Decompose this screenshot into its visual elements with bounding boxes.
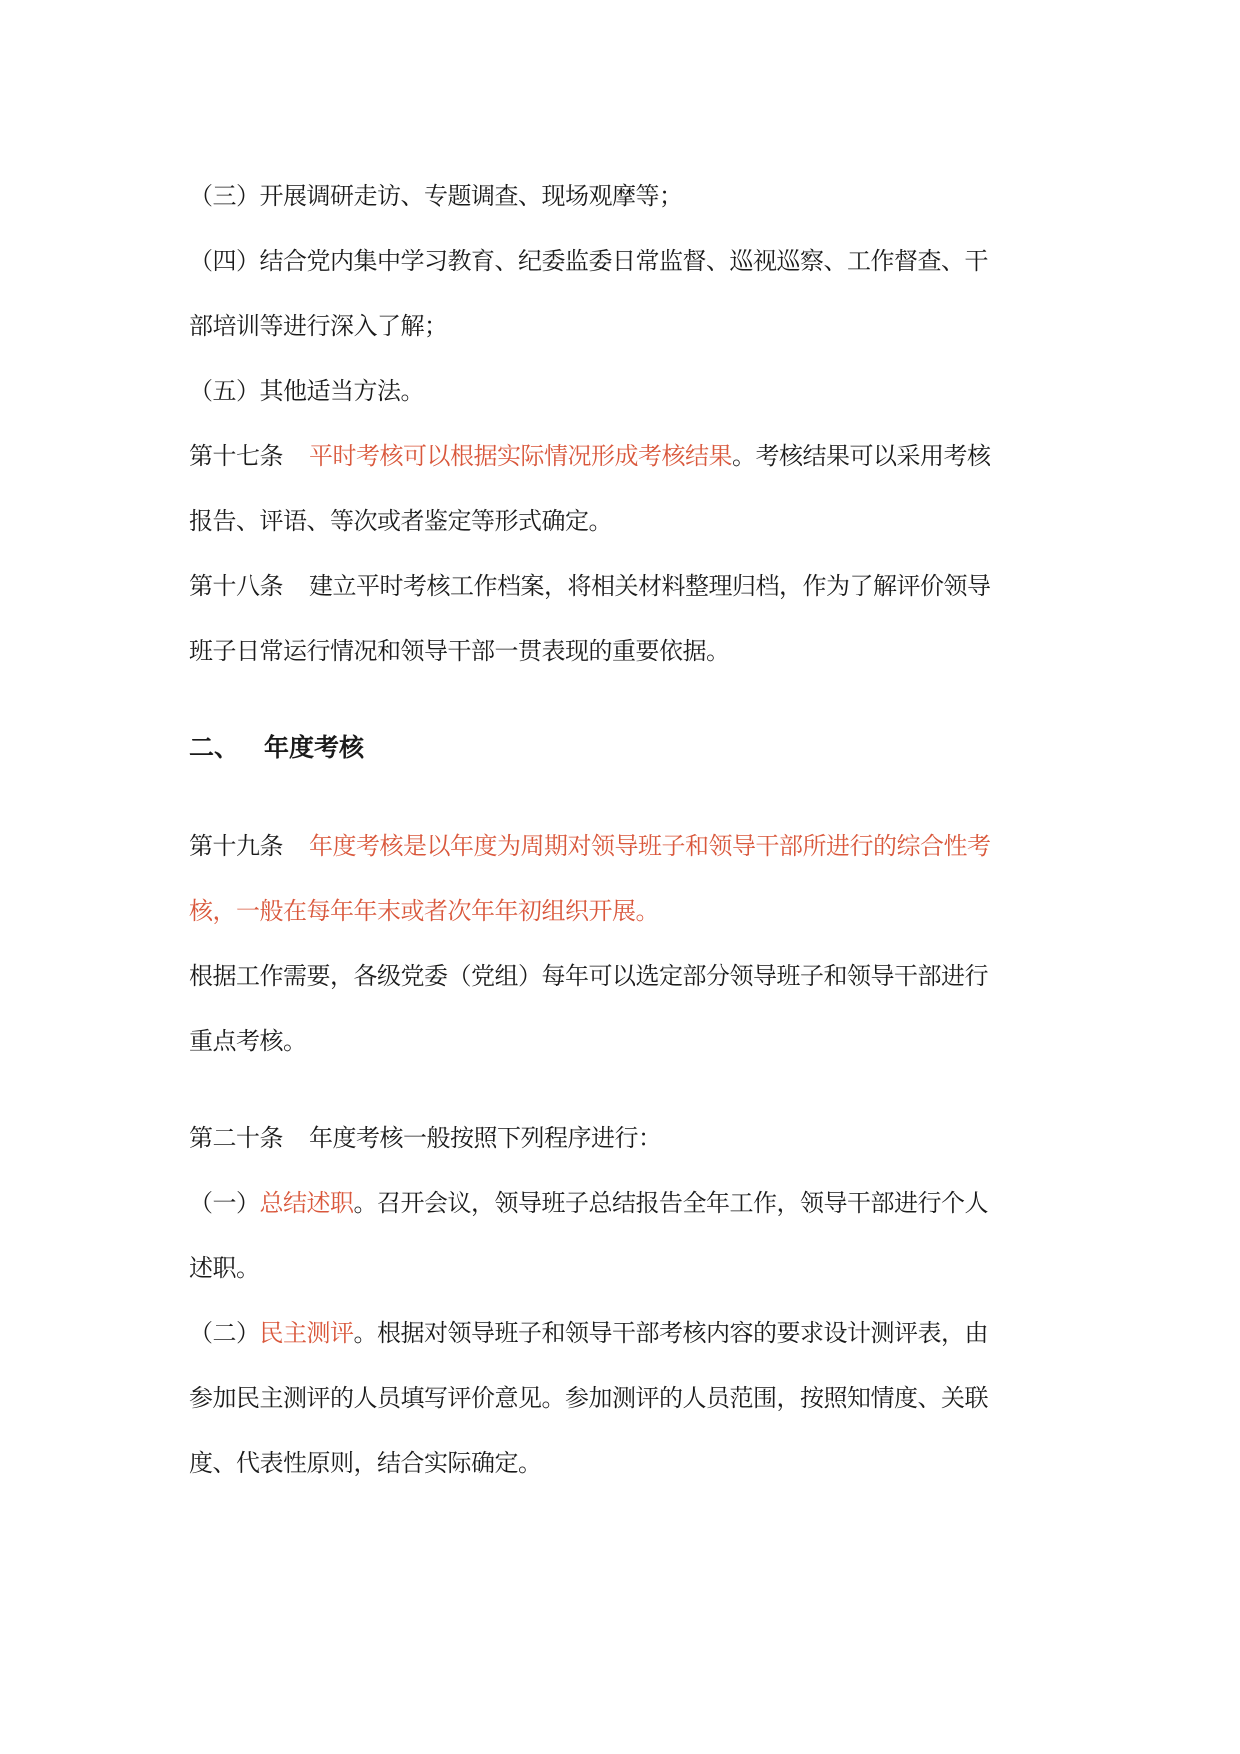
article-19-para-line1: 根据工作需要，各级党委（党组）每年可以选定部分领导班子和领导干部进行 — [189, 962, 988, 990]
step-one-line1 — [189, 1185, 1069, 1221]
article-20-line1 — [189, 1120, 1069, 1156]
item-four-line2: 部培训等进行深入了解； — [189, 312, 448, 340]
article-18-label: 第十八条 — [189, 572, 283, 600]
article-18-line2: 班子日常运行情况和领导干部一贯表现的重要依据。 — [189, 637, 730, 665]
article-19-highlight: 年度考核是以年度为周期对领导班子和领导干部所进行的综合性考 — [309, 832, 991, 860]
article-18-text: 建立平时考核工作档案，将相关材料整理归档，作为了解评价领导 — [309, 572, 991, 600]
step-two-text: 。根据对领导班子和领导干部考核内容的要求设计测评表，由 — [353, 1319, 988, 1347]
step-one-prefix: （一） — [189, 1189, 260, 1217]
article-18-line1 — [189, 568, 1069, 604]
step-two-prefix: （二） — [189, 1319, 260, 1347]
article-19-para-line2: 重点考核。 — [189, 1027, 307, 1055]
step-two-highlight: 民主测评 — [259, 1319, 354, 1347]
item-four-line1: （四）结合党内集中学习教育、纪委监委日常监督、巡视巡察、工作督查、干 — [189, 247, 988, 275]
item-three: （三）开展调研走访、专题调查、现场观摩等； — [189, 182, 683, 210]
section-heading — [189, 730, 364, 766]
step-one-highlight: 总结述职 — [259, 1189, 354, 1217]
section-title: 年度考核 — [264, 733, 365, 762]
article-19-label: 第十九条 — [189, 832, 283, 860]
article-19-line2: 核，一般在每年年末或者次年年初组织开展。 — [189, 897, 659, 925]
step-two-line3: 度、代表性原则，结合实际确定。 — [189, 1449, 542, 1477]
step-one-line2: 述职。 — [189, 1254, 260, 1282]
step-one-text: 。召开会议，领导班子总结报告全年工作，领导干部进行个人 — [353, 1189, 988, 1217]
article-17-text: 。考核结果可以采用考核 — [732, 442, 991, 470]
article-20-label: 第二十条 — [189, 1124, 283, 1152]
article-17-label: 第十七条 — [189, 442, 283, 470]
section-number: 二、 — [189, 733, 240, 762]
step-two-line1 — [189, 1315, 1069, 1351]
article-17-line2: 报告、评语、等次或者鉴定等形式确定。 — [189, 507, 612, 535]
item-five: （五）其他适当方法。 — [189, 377, 424, 405]
step-two-line2: 参加民主测评的人员填写评价意见。参加测评的人员范围，按照知情度、关联 — [189, 1384, 988, 1412]
article-20-text: 年度考核一般按照下列程序进行： — [309, 1124, 662, 1152]
article-17-highlight: 平时考核可以根据实际情况形成考核结果 — [309, 442, 732, 470]
article-17-line1 — [189, 438, 1069, 474]
article-19-line1 — [189, 828, 1069, 864]
